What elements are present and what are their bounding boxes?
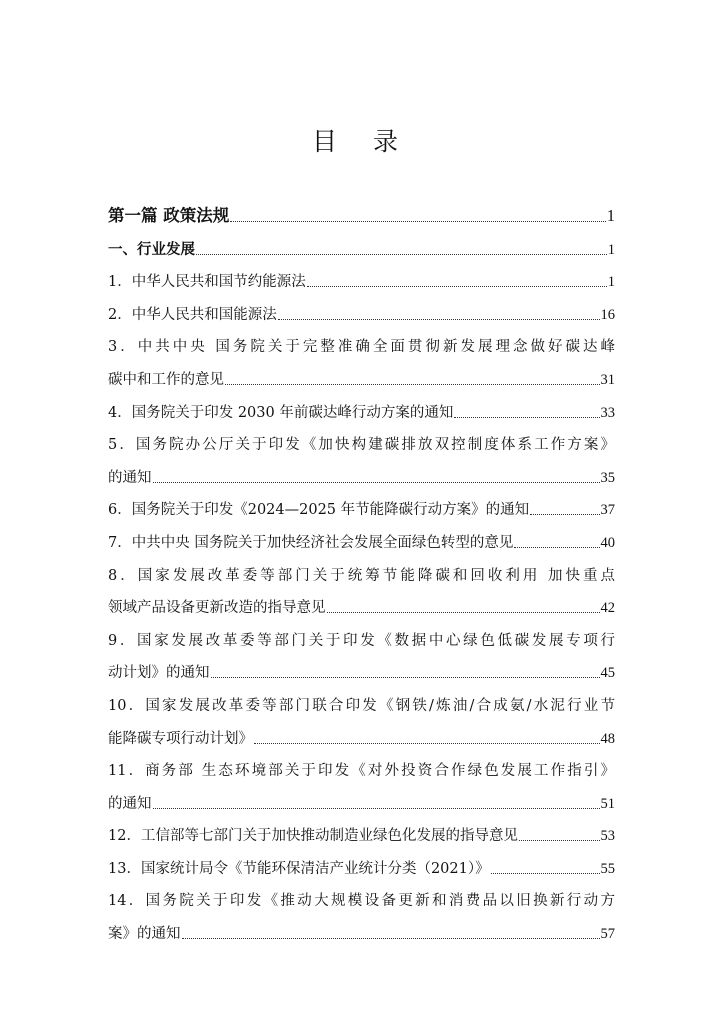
- dot-leader: [278, 318, 600, 320]
- dot-leader: [211, 676, 600, 678]
- toc-page-number: 40: [600, 534, 615, 551]
- dot-leader: [225, 383, 600, 385]
- page-title: 目 录: [312, 127, 412, 156]
- toc-entry-12[interactable]: [108, 813, 615, 846]
- toc-entry-7[interactable]: [108, 519, 615, 552]
- dot-leader: [153, 807, 600, 809]
- toc-entry-text: 1．中华人民共和国节约能源法: [108, 274, 306, 291]
- dot-leader: [327, 611, 600, 613]
- toc-page-number: 31: [600, 371, 615, 388]
- dot-leader: [307, 285, 607, 287]
- toc-entry-14-line1[interactable]: [108, 878, 615, 911]
- toc-entry-text: 第一篇 政策法规: [108, 206, 230, 225]
- toc-entry-13[interactable]: [108, 845, 615, 878]
- toc-entry-text: 领域产品设备更新改造的指导意见: [108, 600, 326, 617]
- toc-entry-4[interactable]: [108, 389, 615, 422]
- toc-page-number: 1: [607, 241, 615, 258]
- toc-page-number: 35: [600, 469, 615, 486]
- toc-entry-8-line2[interactable]: [108, 585, 615, 618]
- dot-leader: [254, 742, 600, 744]
- toc-entry-text-line1: 8．国家发展改革委等部门关于统筹节能降碳和回收利用 加快重点: [108, 567, 615, 584]
- dot-leader: [454, 416, 599, 418]
- toc-page-number: 45: [600, 665, 615, 682]
- dot-leader: [530, 513, 599, 515]
- toc-entry-10-line2[interactable]: [108, 715, 615, 748]
- dot-leader: [230, 220, 606, 222]
- dot-leader: [491, 872, 600, 874]
- toc-page-number: 48: [600, 730, 615, 747]
- toc-entry-text-line1: 10．国家发展改革委等部门联合印发《钢铁/炼油/合成氨/水泥行业节: [108, 697, 615, 714]
- toc-page-number: 42: [600, 600, 615, 617]
- toc-entry-text-line1: 11．商务部 生态环境部关于印发《对外投资合作绿色发展工作指引》: [108, 763, 615, 780]
- toc-page-number: 33: [600, 404, 615, 421]
- toc-entry-2[interactable]: [108, 291, 615, 324]
- toc-entry-5-line1[interactable]: [108, 422, 615, 455]
- toc-entry-text: 6．国务院关于印发《2024—2025 年节能降碳行动方案》的通知: [108, 502, 530, 519]
- toc-entry-11-line1[interactable]: [108, 748, 615, 781]
- toc-entry-10-line1[interactable]: [108, 682, 615, 715]
- toc-page-number: 55: [600, 860, 615, 877]
- toc-page-number: 53: [600, 828, 615, 845]
- toc-entry-text: 的通知: [108, 795, 152, 812]
- toc-page-number: 1: [607, 274, 615, 291]
- toc-entry-text: 的通知: [108, 469, 152, 486]
- toc-entry-6[interactable]: [108, 487, 615, 520]
- toc-entry-text: 能降碳专项行动计划》: [108, 730, 253, 747]
- dot-leader: [153, 481, 600, 483]
- toc-entry-text: 一、行业发展: [108, 240, 195, 258]
- toc-entry-3-line1[interactable]: [108, 324, 615, 357]
- toc-entry-14-line2[interactable]: [108, 910, 615, 943]
- toc-page-number: 57: [600, 926, 615, 943]
- toc-entry-text: 13．国家统计局令《节能环保清洁产业统计分类（2021）》: [108, 860, 490, 877]
- toc-entry-8-line1[interactable]: [108, 552, 615, 585]
- toc-entry-text: 动计划》的通知: [108, 665, 210, 682]
- toc-entry-text-line1: 3．中共中央 国务院关于完整准确全面贯彻新发展理念做好碳达峰: [108, 339, 615, 356]
- toc-entry-text-line1: 9．国家发展改革委等部门关于印发《数据中心绿色低碳发展专项行: [108, 632, 615, 649]
- toc-entry-text: 案》的通知: [108, 926, 181, 943]
- dot-leader: [196, 253, 607, 255]
- toc-entry-9-line1[interactable]: [108, 617, 615, 650]
- toc-page-number: 16: [600, 306, 615, 323]
- toc-entry-5-line2[interactable]: [108, 454, 615, 487]
- toc-entry-11-line2[interactable]: [108, 780, 615, 813]
- dot-leader: [519, 839, 600, 841]
- toc-section-1[interactable]: [108, 226, 615, 259]
- toc-entry-text: 2．中华人民共和国能源法: [108, 306, 277, 323]
- dot-leader: [182, 937, 600, 939]
- table-of-contents: [108, 193, 615, 943]
- toc-part-1[interactable]: [108, 193, 615, 226]
- toc-entry-text: 碳中和工作的意见: [108, 371, 224, 388]
- toc-page-number: 51: [600, 795, 615, 812]
- toc-entry-3-line2[interactable]: [108, 356, 615, 389]
- toc-entry-text: 7．中共中央 国务院关于加快经济社会发展全面绿色转型的意见: [108, 534, 514, 551]
- dot-leader: [514, 546, 599, 548]
- toc-entry-1[interactable]: [108, 259, 615, 292]
- toc-page-number: 37: [600, 502, 615, 519]
- toc-entry-text: 4．国务院关于印发 2030 年前碳达峰行动方案的通知: [108, 404, 454, 421]
- toc-entry-text: 12．工信部等七部门关于加快推动制造业绿色化发展的指导意见: [108, 828, 518, 845]
- toc-entry-text-line1: 14．国务院关于印发《推动大规模设备更新和消费品以旧换新行动方: [108, 893, 615, 910]
- toc-entry-9-line2[interactable]: [108, 650, 615, 683]
- toc-page-number: 1: [606, 206, 615, 225]
- toc-entry-text-line1: 5．国务院办公厅关于印发《加快构建碳排放双控制度体系工作方案》: [108, 437, 615, 454]
